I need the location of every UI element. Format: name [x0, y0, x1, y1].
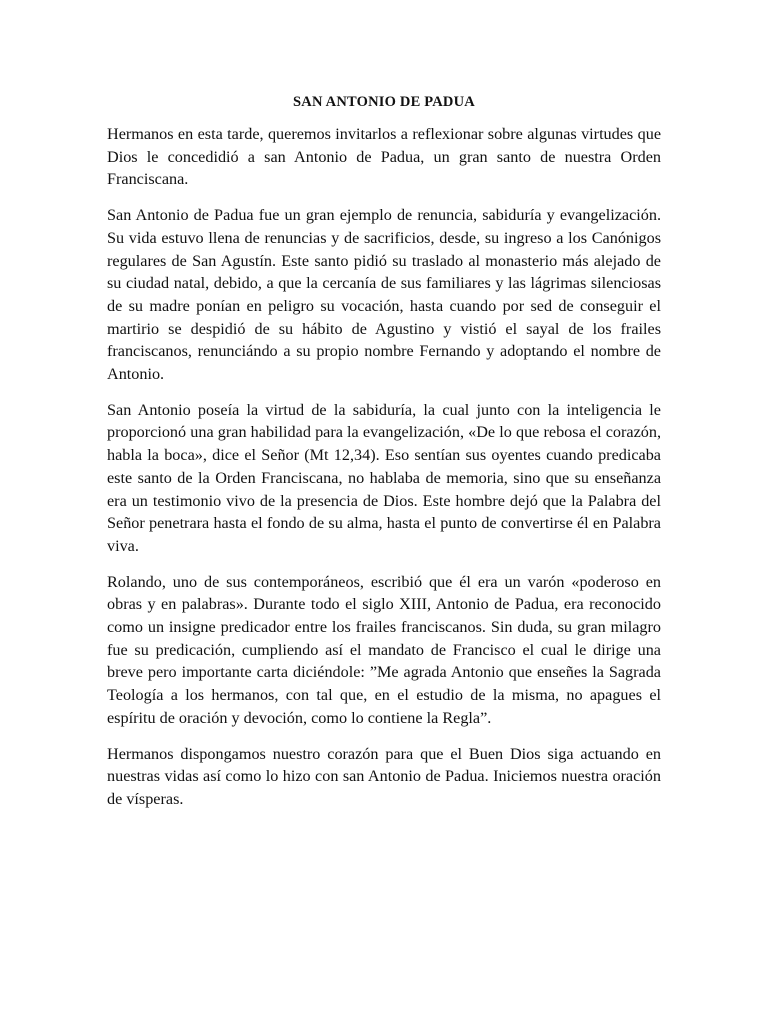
paragraph-4: Rolando, uno de sus contemporáneos, escribió que él era un varón «poderoso en obras y en palabras». Durante todo el siglo XIII, Antonio de Padua, era reconocido como un insigne predicador entre los frailes franciscanos. Sin duda, su gran milagro fue su predicación, cumpliendo así el mandato de Francisco el cual le dirige una breve pero importante carta diciéndole: ”Me agrada Antonio que enseñes la Sagrada Teología a los hermanos, con tal que, en el estudio de la misma, no apagues el espíritu de oración y devoción, como lo contiene la Regla”.	[107, 572, 661, 727]
paragraph-3: San Antonio poseía la virtud de la sabiduría, la cual junto con la inteligencia le proporcionó una gran habilidad para la evangelización, «De lo que rebosa el corazón, habla la boca», dice el Señor (Mt 12,34). Eso sentían sus oyentes cuando predicaba este santo de la Orden Franciscana, no hablaba de memoria, sino que su enseñanza era un testimonio vivo de la presencia de Dios. Este hombre dejó que la Palabra del Señor penetrara hasta el fondo de su alma, hasta el punto de convertirse él en Palabra viva.	[107, 400, 661, 555]
paragraph-5: Hermanos dispongamos nuestro corazón para que el Buen Dios siga actuando en nuestras vidas así como lo hizo con san Antonio de Padua. Iniciemos nuestra oración de vísperas.	[107, 744, 661, 808]
paragraph-2: San Antonio de Padua fue un gran ejemplo de renuncia, sabiduría y evangelización. Su vida estuvo llena de renuncias y de sacrificios, desde, su ingreso a los Canónigos regulares de San Agustín. Este santo pidió su traslado al monasterio más alejado de su ciudad natal, debido, a que la cercanía de sus familiares y las lágrimas silenciosas de su madre ponían en peligro su vocación, hasta cuando por sed de conseguir el martirio se despidió de su hábito de Agustino y vistió el sayal de los frailes franciscanos, renunciándo a su propio nombre Fernando y adoptando el nombre de Antonio.	[107, 206, 661, 384]
paragraph-1: Hermanos en esta tarde, queremos invitarlos a reflexionar sobre algunas virtudes que Dios le concedidió a san Antonio de Padua, un gran santo de nuestra Orden Franciscana.	[107, 125, 661, 189]
document-title: SAN ANTONIO DE PADUA	[293, 94, 475, 110]
